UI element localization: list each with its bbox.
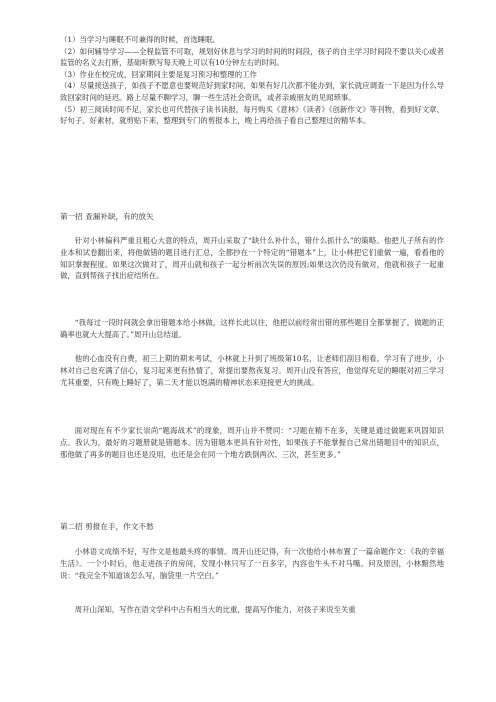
tip-item: （5）初三阅读时间不足，家长也可代替孩子读书读报，每月购买《意林》《读者》《创新作文》等刊物，看到好文章、好句子、好素材，就剪贴下来，整理到专门的剪报本上，晚上再给孩子看自己整理过的精华本。: [60, 104, 444, 126]
section-heading: 第一招 查漏补缺，有的放矢: [60, 212, 154, 221]
body-paragraph: 周开山深知，写作在语文学科中占有相当大的比重，提高写作能力，对孩子来说至关重: [74, 605, 356, 614]
tips-list: [60, 34, 444, 127]
tip-item: （2）如何辅导学习——全程监管不可取，规划好休息与学习的时间的时间段，孩子的自主学习时间段不要以关心或者监管的名义去打断，基础听默写每天晚上可以有10分钟左右的时间。: [60, 46, 444, 68]
section-heading: 第二招 剪报在手，作文不愁: [60, 522, 154, 531]
tip-item: （4）尽量接送孩子，如孩子不愿意也要规范好到家时间，如果有好几次都不能办到，家长就应调查一下是因为什么导致回家时间的延迟。路上尽量不聊学习，聊一些生活社会资讯，或者亲戚朋友的见闻琐事。: [60, 81, 444, 102]
body-paragraph: “我每过一段时间就会拿出错题本给小林做，这样长此以往，他把以前经常出错的那些题目全都掌握了，做题的正确率也就大大提高了。”周开山总结道。: [60, 318, 444, 339]
body-paragraph: 小林语文成绩不好，写作文是他最头疼的事情。周开山还记得，有一次他给小林布置了一篇命题作文：《我的幸福生活》。一个小时后，他走进孩子的房间，发现小林只写了一百多字，内容也牛头不对马嘴。问及原因，小林黯然地说：“我完全不知道该怎么写，脑袋里一片空白。”: [60, 547, 444, 580]
body-paragraph: 面对现在有不少家长崇尚“题海战术”的现象，周开山并不赞同：“习题在精不在多，关键是通过做题来巩固知识点。我认为，最好的习题册就是错题本。因为错题本更具有针对性，如果孩子不能掌握自己常出错题目中的知识点，那他做了再多的题目也还是没用，也还是会在同一个地方跌倒两次、三次，甚至更多。”: [60, 426, 444, 459]
tip-item: （1）当学习与睡眠不可兼得的时候，首选睡眠。: [60, 35, 220, 44]
body-paragraph: 他的心血没有白费，初三上期的期末考试，小林就上升到了班级第10名，让老师们刮目相看。学习有了进步，小林对自己也充满了信心，复习起来更有热情了，常提出要熬夜复习。周开山没有答应，他觉得充足的睡眠对初三学习尤其重要，只有晚上睡好了，第二天才能以饱满的精神状态来迎接更大的挑战。: [60, 354, 444, 387]
tip-item: （3）作业在校完成，回家期间主要是复习预习和整理的工作: [60, 69, 257, 79]
body-paragraph: 针对小林偏科严重且粗心大意的特点，周开山采取了“缺什么补什么，错什么抓什么”的策略。他把儿子所有的作业本和试卷翻出来，将他做错的题目进行汇总，全都抄在一个特定的“错题本”上，让小林把它们重做一遍，看看他的知识掌握程度。如果这次做对了，周开山就和孩子一起分析前次失误的原因;如果这次仍没有做对，他就和孩子一起重做，直到帮孩子找出症结所在。: [60, 236, 444, 281]
